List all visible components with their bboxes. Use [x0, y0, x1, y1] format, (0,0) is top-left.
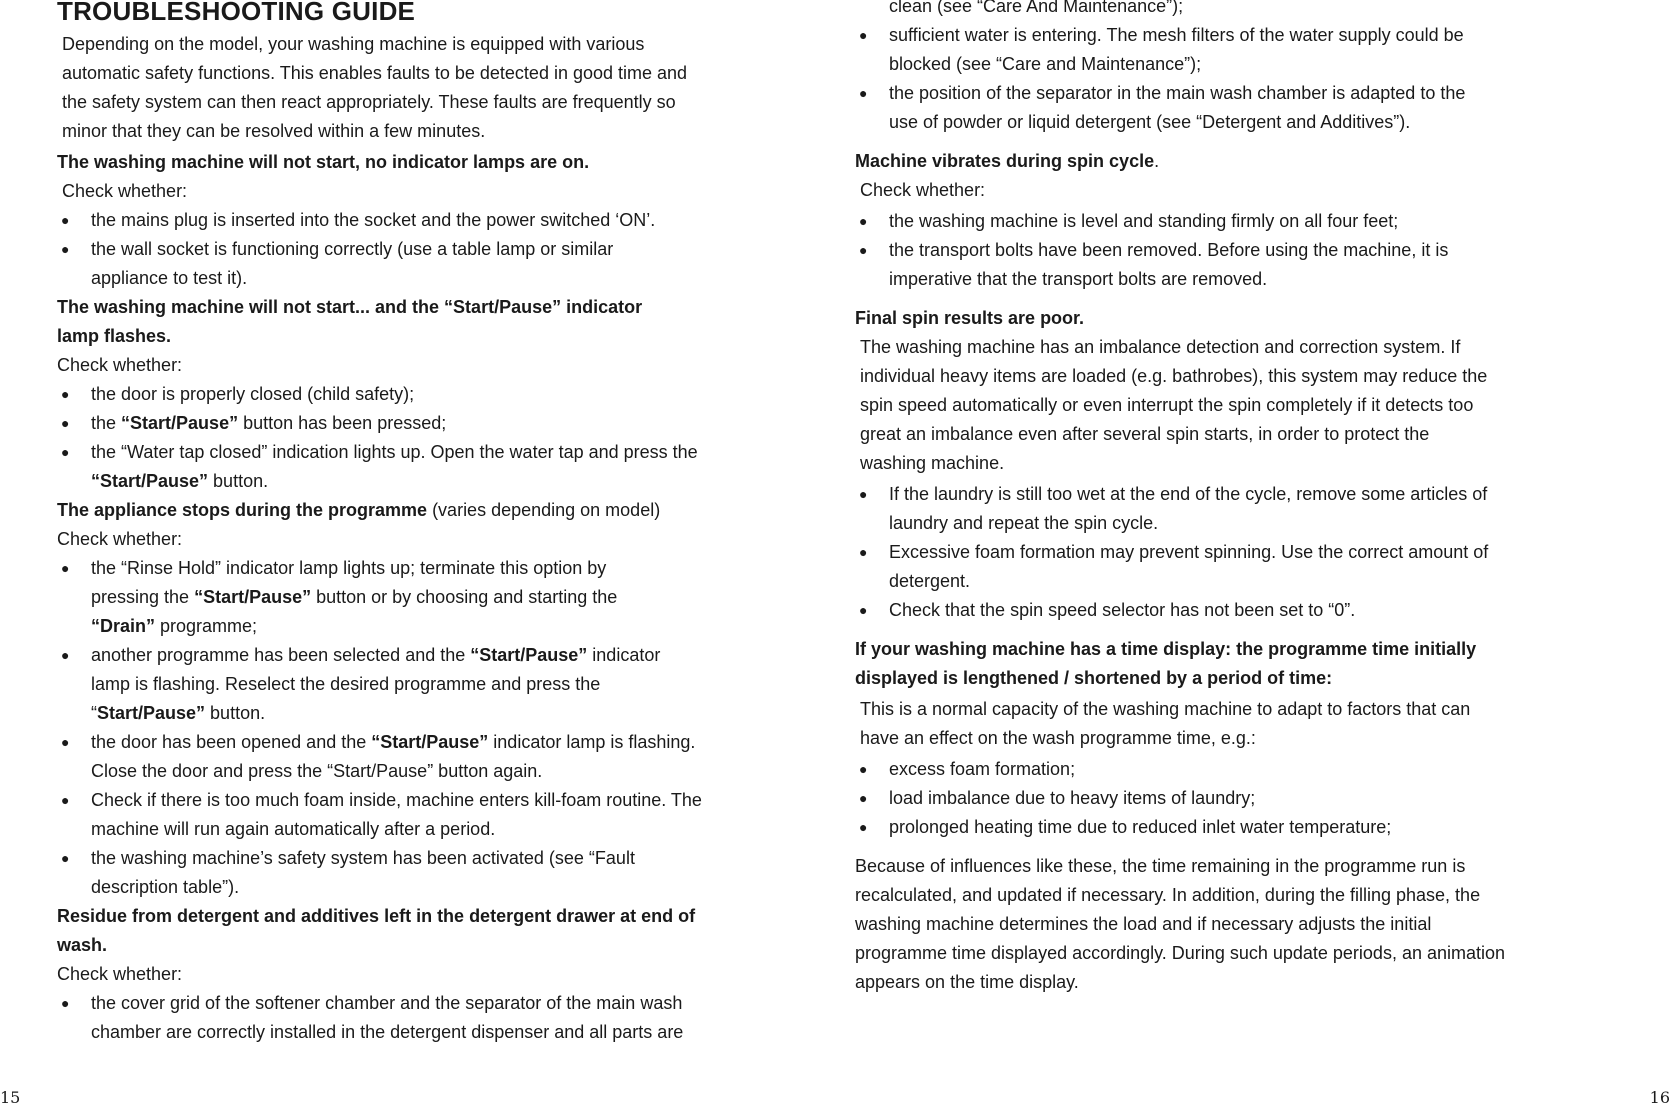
- bullet-icon: ●: [61, 241, 70, 257]
- list-item: ● excess foam formation;: [855, 755, 1495, 784]
- list-item: ● load imbalance due to heavy items of laundry;: [855, 784, 1495, 813]
- bullet-list: [855, 480, 1495, 625]
- bullet-icon: ●: [61, 647, 70, 663]
- bullet-icon: ●: [61, 415, 70, 431]
- list-item: ● prolonged heating time due to reduced inlet water temperature;: [855, 813, 1495, 842]
- check-whether-label: Check whether:: [57, 355, 183, 375]
- bullet-list: [855, 21, 1495, 137]
- left-content: [57, 30, 757, 1047]
- bullet-icon: ●: [859, 27, 868, 43]
- bullet-list: [57, 989, 757, 1047]
- bullet-list: [57, 380, 757, 496]
- bullet-list: [57, 206, 757, 293]
- bullet-icon: ●: [859, 602, 868, 618]
- bullet-icon: ●: [859, 819, 868, 835]
- bullet-list: [57, 554, 757, 902]
- check-whether-label: Check whether:: [57, 529, 183, 549]
- check-whether-label: Check whether:: [62, 181, 188, 201]
- bullet-icon: ●: [61, 212, 70, 228]
- check-whether-label: Check whether:: [860, 180, 986, 200]
- continued-line: clean (see “Care And Maintenance”);: [889, 0, 1184, 16]
- bullet-icon: ●: [61, 792, 70, 808]
- list-item: ● the door has been opened and the “Start/Pause” indicator lamp is flashing. Close the door and press the “Start/Pause” button again.: [57, 728, 731, 786]
- list-item: ● the “Rinse Hold” indicator lamp lights up; terminate this option by pressing the “Start/Pause” button or by choosing and starting the “Drain” programme;: [57, 554, 661, 641]
- bullet-icon: ●: [859, 761, 868, 777]
- list-item: ● Check if there is too much foam inside, machine enters kill-foam routine. The machine will run again automatically after a period.: [57, 786, 746, 844]
- list-item: ● the cover grid of the softener chamber and the separator of the main wash chamber are correctly installed in the detergent dispenser and all parts are: [57, 989, 731, 1047]
- list-item: ● the washing machine is level and standing firmly on all four feet;: [855, 207, 1495, 236]
- list-item: ● another programme has been selected and the “Start/Pause” indicator lamp is flashing. Reselect the desired programme and press the “Start/Pause” button.: [57, 641, 691, 728]
- section-heading-vibrates: Machine vibrates during spin cycle.: [855, 151, 1160, 171]
- section-heading-no-start: The washing machine will not start, no indicator lamps are on.: [57, 152, 590, 172]
- list-item: ● the “Start/Pause” button has been pressed;: [57, 409, 757, 438]
- spin-paragraph: The washing machine has an imbalance detection and correction system. If individual heavy items are loaded (e.g. bathrobes), this system may reduce the spin speed automatically or even interrupt the spin completely if it detects too great an imbalance even after several spin starts, in order to protect the washing machine.: [860, 337, 1488, 473]
- section-heading-appliance-stops: The appliance stops during the programme (varies depending on model): [57, 500, 661, 520]
- list-item: ● Excessive foam formation may prevent spinning. Use the correct amount of detergent.: [855, 538, 1509, 596]
- list-item: ● the door is properly closed (child safety);: [57, 380, 757, 409]
- page-number: 16: [1649, 1088, 1670, 1107]
- bullet-icon: ●: [61, 850, 70, 866]
- list-item: ● the transport bolts have been removed. Before using the machine, it is imperative that the transport bolts are removed.: [855, 236, 1495, 294]
- check-whether-label: Check whether:: [57, 964, 183, 984]
- section-heading-residue: Residue from detergent and additives left in the detergent drawer at end of wash.: [57, 906, 696, 955]
- page-number: 15: [0, 1088, 21, 1107]
- bullet-icon: ●: [61, 386, 70, 402]
- time-paragraph: This is a normal capacity of the washing machine to adapt to factors that can have an effect on the wash programme time, e.g.:: [860, 699, 1471, 748]
- list-item: ● sufficient water is entering. The mesh filters of the water supply could be blocked (see “Care and Maintenance”);: [855, 21, 1495, 79]
- section-heading-start-pause-flashes: The washing machine will not start... and the “Start/Pause” indicator lamp flashes.: [57, 297, 643, 346]
- bullet-icon: ●: [61, 734, 70, 750]
- page-title: TROUBLESHOOTING GUIDE: [57, 0, 416, 26]
- bullet-icon: ●: [859, 790, 868, 806]
- bullet-icon: ●: [859, 85, 868, 101]
- right-content: [855, 0, 1506, 997]
- bullet-icon: ●: [859, 242, 868, 258]
- section-heading-final-spin: Final spin results are poor.: [855, 308, 1085, 328]
- time-paragraph-2: Because of influences like these, the time remaining in the programme run is recalculated, and updated if necessary. In addition, during the filling phase, the washing machine determines the load and if necessary adjusts the initial programme time displayed accordingly. During such update periods, an animation appears on the time display.: [855, 856, 1506, 992]
- bullet-icon: ●: [859, 544, 868, 560]
- bullet-list: [855, 755, 1495, 842]
- list-item: ● the mains plug is inserted into the socket and the power switched ‘ON’.: [57, 206, 757, 235]
- bullet-icon: ●: [859, 486, 868, 502]
- list-item: ● the “Water tap closed” indication lights up. Open the water tap and press the “Start/Pause” button.: [57, 438, 711, 496]
- bullet-icon: ●: [61, 560, 70, 576]
- intro-paragraph: Depending on the model, your washing machine is equipped with various automatic safety functions. This enables faults to be detected in good time and the safety system can then react appropriately. These faults are frequently so minor that they can be resolved within a few minutes.: [62, 34, 688, 141]
- list-item: ● the position of the separator in the main wash chamber is adapted to the use of powder or liquid detergent (see “Detergent and Additives”).: [855, 79, 1495, 137]
- bullet-icon: ●: [61, 444, 70, 460]
- list-item: ● If the laundry is still too wet at the end of the cycle, remove some articles of laundry and repeat the spin cycle.: [855, 480, 1495, 538]
- list-item: ● the wall socket is functioning correctly (use a table lamp or similar appliance to test it).: [57, 235, 651, 293]
- list-item: ● Check that the spin speed selector has not been set to “0”.: [855, 596, 1495, 625]
- section-heading-time-display: If your washing machine has a time display: the programme time initially displayed is lengthened / shortened by a period of time:: [855, 639, 1477, 688]
- bullet-icon: ●: [61, 995, 70, 1011]
- list-item: ● the washing machine’s safety system has been activated (see “Fault description table”).: [57, 844, 691, 902]
- bullet-icon: ●: [859, 213, 868, 229]
- bullet-list: [855, 207, 1495, 294]
